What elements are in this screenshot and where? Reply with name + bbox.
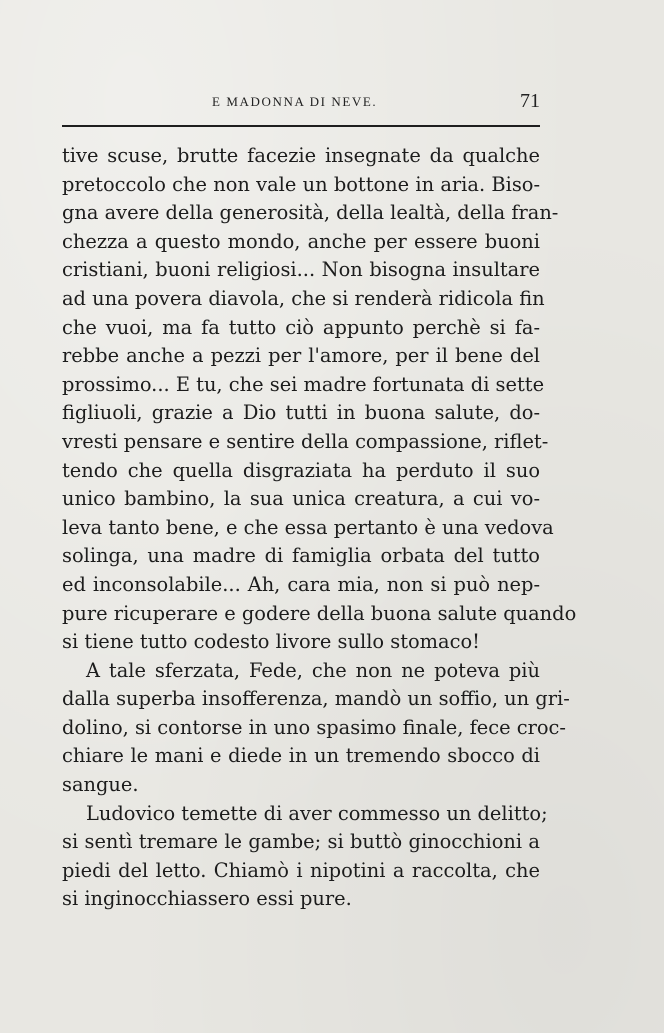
text-line: ad una povera diavola, che si renderà ridicola fin (62, 286, 545, 310)
text-line: solinga, una madre di famiglia orbata del tutto (62, 544, 540, 568)
paragraph (62, 657, 570, 800)
text-line: che vuoi, ma fa tutto ciò appunto perchè si fa- (62, 315, 540, 339)
text-line: prossimo... E tu, che sei madre fortunata di sette (62, 372, 545, 396)
text-line: gna avere della generosità, della lealtà, della fran- (62, 201, 559, 225)
text-line: piedi del letto. Chiamò i nipotini a raccolta, che (62, 858, 540, 882)
text-line: sangue. (62, 773, 139, 797)
text-line: tive scuse, brutte facezie insegnate da qualche (62, 144, 540, 167)
text-line: si inginocchiassero essi pure. (62, 887, 352, 911)
text-line: A tale sferzata, Fede, che non ne poteva più (86, 658, 540, 682)
paragraph (62, 800, 548, 914)
text-line: si tiene tutto codesto livore sullo stomaco! (62, 630, 480, 654)
text-line: leva tanto bene, e che essa pertanto è una vedova (62, 515, 554, 539)
running-title: E MADONNA DI NEVE. (212, 94, 378, 109)
header-rule (62, 125, 540, 127)
text-line: rebbe anche a pezzi per l'amore, per il bene del (62, 344, 540, 368)
text-line: chezza a questo mondo, anche per essere buoni (62, 229, 540, 253)
text-line: pure ricuperare e godere della buona salute quando (62, 601, 577, 625)
body-text (62, 142, 577, 914)
text-line: chiare le mani e diede in un tremendo sbocco di (62, 744, 540, 768)
text-line: pretoccolo che non vale un bottone in aria. Biso- (62, 172, 540, 196)
text-line: figliuoli, grazie a Dio tutti in buona salute, do- (62, 401, 540, 425)
text-line: unico bambino, la sua unica creatura, a cui vo- (62, 487, 540, 511)
page-number: 71 (520, 90, 540, 112)
text-line: vresti pensare e sentire della compassione, riflet- (62, 429, 549, 453)
text-line: dalla superba insofferenza, mandò un soffio, un gri- (62, 687, 570, 711)
text-line: cristiani, buoni religiosi... Non bisogna insultare (62, 258, 540, 282)
text-line: si sentì tremare le gambe; si buttò ginocchioni a (62, 830, 540, 854)
text-line: ed inconsolabile... Ah, cara mia, non si può nep- (62, 572, 540, 596)
paragraph (62, 142, 577, 657)
page-header (62, 92, 540, 118)
text-line: tendo che quella disgraziata ha perduto il suo (62, 458, 540, 482)
text-line: Ludovico temette di aver commesso un delitto; (86, 801, 548, 825)
text-line: dolino, si contorse in uno spasimo finale, fece croc- (62, 715, 566, 739)
